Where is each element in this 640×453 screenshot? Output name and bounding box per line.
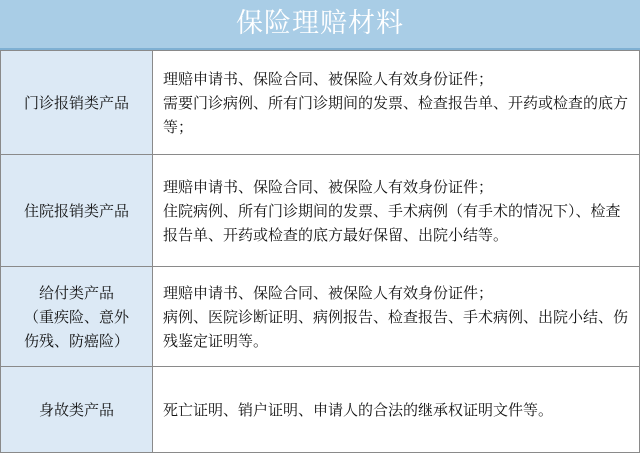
page-title: 保险理赔材料 — [0, 0, 640, 50]
category-label: 身故类产品 — [38, 400, 114, 419]
materials-cell — [153, 51, 640, 155]
category-label: 住院报销类产品 — [23, 201, 129, 220]
category-label: 给付类产品 — [38, 283, 114, 302]
materials-line: 死亡证明、销户证明、申请人的合法的继承权证明文件等。 — [163, 400, 554, 419]
materials-line: 理赔申请书、保险合同、被保险人有效身份证件； — [163, 177, 494, 196]
table-row — [1, 51, 640, 155]
materials-line: 理赔申请书、保险合同、被保险人有效身份证件； — [163, 283, 494, 302]
table-row — [1, 367, 640, 453]
materials-cell — [153, 155, 640, 267]
materials-line: 住院病例、所有门诊期间的发票、手术病例（有手术的情况下）、检查报告单、开药或检查的底方最好保留、出院小结等。 — [163, 201, 621, 244]
category-sublabel: （重疾险、意外 — [23, 307, 129, 326]
category-cell — [1, 267, 153, 367]
materials-line: 理赔申请书、保险合同、被保险人有效身份证件； — [163, 69, 494, 88]
category-cell — [1, 367, 153, 453]
claims-table — [0, 50, 640, 453]
category-label: 门诊报销类产品 — [23, 93, 129, 112]
table-row — [1, 267, 640, 367]
table-row — [1, 155, 640, 267]
materials-line: 需要门诊病例、所有门诊期间的发票、检查报告单、开药或检查的底方等； — [163, 93, 629, 136]
category-cell — [1, 51, 153, 155]
materials-cell — [153, 367, 640, 453]
category-cell — [1, 155, 153, 267]
category-sublabel: 伤残、防癌险） — [23, 331, 129, 350]
materials-line: 病例、医院诊断证明、病例报告、检查报告、手术病例、出院小结、伤残鉴定证明等。 — [163, 307, 629, 350]
materials-cell — [153, 267, 640, 367]
